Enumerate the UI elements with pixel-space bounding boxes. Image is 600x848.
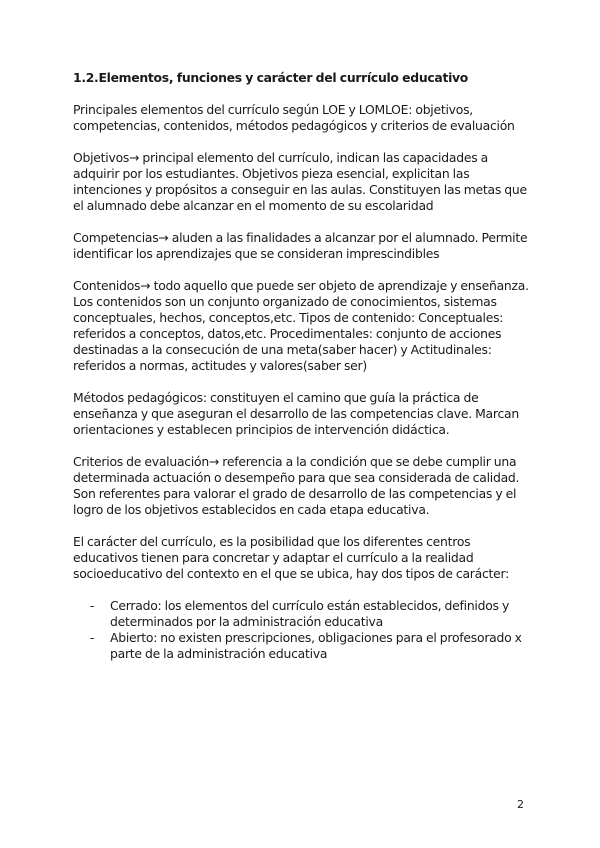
page-number: 2 xyxy=(517,798,524,811)
paragraph-caracter: El carácter del currículo, es la posibilidad que los diferentes centros educativos tienen para concretar y adaptar el currículo a la realidad socioeducativo del contexto en el que se ubica, hay dos tipos de carácter: xyxy=(73,534,510,581)
list-item xyxy=(73,598,533,630)
page-content xyxy=(73,70,533,662)
caracter-list xyxy=(73,598,533,662)
paragraph-objetivos: Objetivos→ principal elemento del currículo, indican las capacidades a adquirir por los estudiantes. Objetivos pieza esencial, explicitan las intenciones y propósitos a conseguir en las aulas. Constituyen las metas que el alumnado debe alcanzar en el momento de su escolaridad xyxy=(73,150,527,213)
list-item-text: Abierto: no existen prescripciones, obligaciones para el profesorado x parte de la administración educativa xyxy=(110,630,522,661)
paragraph-criterios: Criterios de evaluación→ referencia a la condición que se debe cumplir una determinada actuación o desempeño para que sea considerada de calidad. Son referentes para valorar el grado de desarrollo de las competencias y el logro de los objetivos establecidos en cada etapa educativa. xyxy=(73,454,520,517)
paragraph-metodos: Métodos pedagógicos: constituyen el camino que guía la práctica de enseñanza y que aseguran el desarrollo de las competencias clave. Marcan orientaciones y establecen principios de intervención didáctica. xyxy=(73,390,519,437)
section-heading: 1.2.Elementos, funciones y carácter del currículo educativo xyxy=(73,70,469,85)
paragraph-competencias: Competencias→ aluden a las finalidades a alcanzar por el alumnado. Permite identificar los aprendizajes que se consideran imprescindibles xyxy=(73,230,528,261)
paragraph-elementos: Principales elementos del currículo según LOE y LOMLOE: objetivos, competencias, contenidos, métodos pedagógicos y criterios de evaluación xyxy=(73,102,515,133)
bullet-dash: - xyxy=(90,598,95,613)
list-item xyxy=(73,630,533,662)
list-item-text: Cerrado: los elementos del currículo están establecidos, definidos y determinados por la administración educativa xyxy=(110,598,510,629)
paragraph-contenidos: Contenidos→ todo aquello que puede ser objeto de aprendizaje y enseñanza. Los contenidos son un conjunto organizado de conocimientos, sistemas conceptuales, hechos, conceptos,etc. Tipos de contenido: Conceptuales: referidos a conceptos, datos,etc. Procedimentales: conjunto de acciones destinadas a la consecución de una meta(saber hacer) y Actitudinales: referidos a normas, actitudes y valores(saber ser) xyxy=(73,278,529,373)
bullet-dash: - xyxy=(90,630,95,645)
